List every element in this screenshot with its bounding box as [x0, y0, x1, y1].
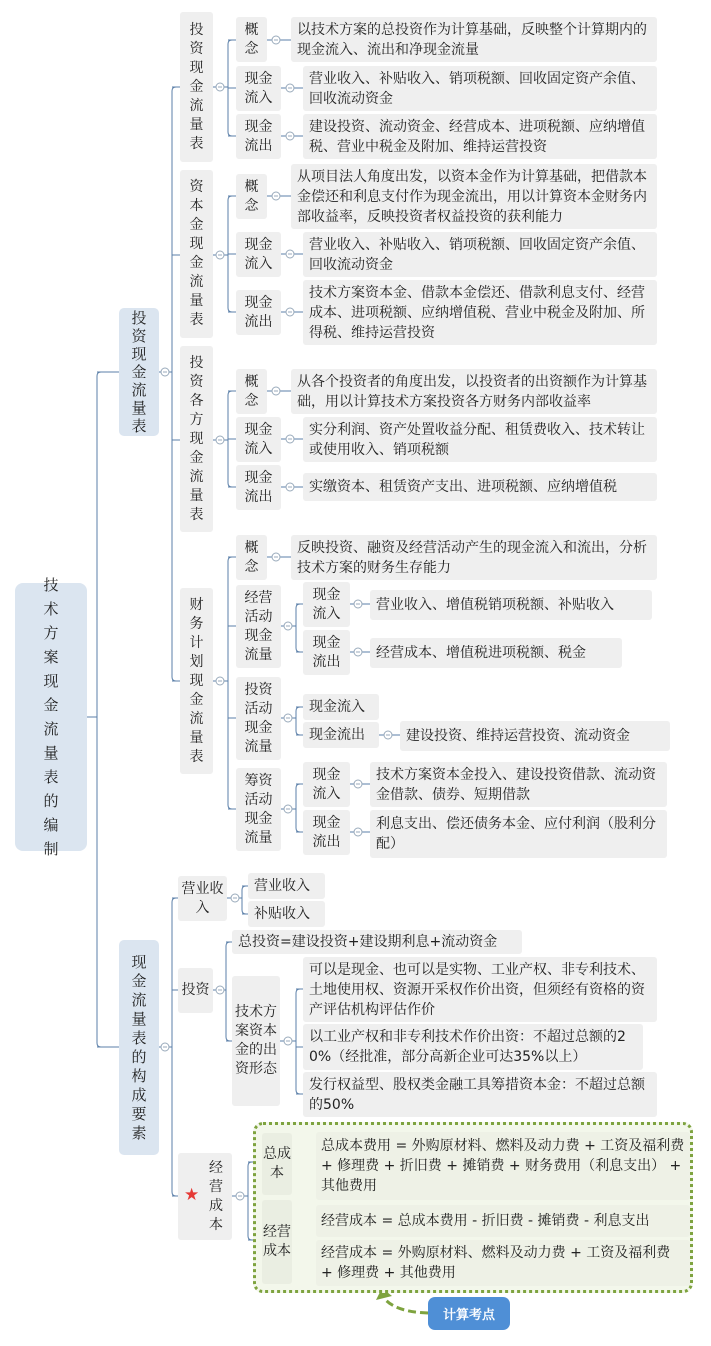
star-icon: ★: [184, 1185, 200, 1205]
collapse-toggle-icon[interactable]: [286, 308, 294, 316]
node-operating-cost[interactable]: 经营成本: [178, 1153, 232, 1240]
collapse-toggle-icon[interactable]: [354, 648, 362, 656]
revenue-item[interactable]: 营业收入: [248, 873, 325, 899]
node-concept[interactable]: 概念: [236, 535, 267, 580]
total-cost-formula[interactable]: 总成本费用 = 外购原材料、燃料及动力费 + 工资及福利费 + 修理费 + 折旧费 + 摊销费 + 财务费用（利息支出） + 其他费用: [316, 1132, 690, 1200]
collapse-toggle-icon[interactable]: [272, 36, 280, 44]
outflow-text[interactable]: 实缴资本、租赁资产支出、进项税额、应纳增值税: [303, 473, 657, 501]
concept-text[interactable]: 反映投资、融资及经营活动产生的现金流入和流出，分析技术方案的财务生存能力: [291, 535, 657, 580]
node-op-cost[interactable]: 经营成本: [262, 1200, 292, 1284]
node-investment-cf[interactable]: 投资现金流量表: [180, 12, 213, 162]
op-cost-formula[interactable]: 经营成本 = 外购原材料、燃料及动力费 + 工资及福利费 + 修理费 + 其他费用: [316, 1240, 690, 1286]
callout-key-calc[interactable]: 计算考点: [428, 1297, 510, 1330]
outflow-text[interactable]: 建设投资、维持运营投资、流动资金: [400, 721, 670, 751]
concept-text[interactable]: 从项目法人角度出发，以资本金作为计算基础，把借款本金偿还和利息支付作为现金流出，用以计算资本金财务内部收益率，反映投资者权益投资的获利能力: [291, 164, 657, 229]
collapse-toggle-icon[interactable]: [236, 1192, 244, 1200]
inflow-text[interactable]: 营业收入、补贴收入、销项税额、回收固定资产余值、回收流动资金: [303, 66, 657, 111]
collapse-toggle-icon[interactable]: [216, 83, 224, 91]
node-total-cost[interactable]: 总成本: [262, 1133, 292, 1195]
concept-text[interactable]: 从各个投资者的角度出发，以投资者的出资额作为计算基础，用以计算技术方案投资各方财务内部收益率: [291, 369, 657, 414]
subsidy-item[interactable]: 补贴收入: [248, 901, 325, 927]
collapse-toggle-icon[interactable]: [216, 436, 224, 444]
collapse-toggle-icon[interactable]: [272, 553, 280, 561]
collapse-toggle-icon[interactable]: [354, 600, 362, 608]
capital-form-item[interactable]: 发行权益型、股权类金融工具筹措资本金：不超过总额的50%: [303, 1072, 657, 1117]
collapse-toggle-icon[interactable]: [231, 894, 239, 902]
collapse-toggle-icon[interactable]: [354, 828, 362, 836]
callout-arrow: [384, 1298, 428, 1313]
collapse-toggle-icon[interactable]: [272, 192, 280, 200]
collapse-toggle-icon[interactable]: [284, 805, 292, 813]
collapse-toggle-icon[interactable]: [286, 250, 294, 258]
node-inflow[interactable]: 现金流入: [303, 582, 350, 627]
node-inflow[interactable]: 现金流入: [236, 232, 281, 277]
node-capital-cf[interactable]: 资本金现金流量表: [180, 170, 213, 338]
inflow-text[interactable]: 实分利润、资产处置收益分配、租赁费收入、技术转让或使用收入、销项税额: [303, 417, 657, 462]
collapse-toggle-icon[interactable]: [284, 622, 292, 630]
collapse-toggle-icon[interactable]: [216, 986, 224, 994]
outflow-text[interactable]: 经营成本、增值税进项税额、税金: [370, 638, 622, 668]
capital-form-item[interactable]: 可以是现金、也可以是实物、工业产权、非专利技术、土地使用权、资源开采权作价出资，但须经有资格的资产评估机构评估作价: [303, 957, 657, 1022]
collapse-toggle-icon[interactable]: [286, 84, 294, 92]
collapse-toggle-icon[interactable]: [161, 1043, 169, 1051]
node-concept[interactable]: 概念: [236, 369, 267, 414]
total-investment-formula[interactable]: 总投资=建设投资+建设期利息+流动资金: [232, 930, 522, 954]
collapse-toggle-icon[interactable]: [161, 368, 169, 376]
inflow-text[interactable]: 营业收入、增值税销项税额、补贴收入: [370, 590, 652, 620]
outflow-text[interactable]: 利息支出、偿还债务本金、应付利润（股利分配）: [370, 810, 667, 858]
collapse-toggle-icon[interactable]: [286, 435, 294, 443]
collapse-toggle-icon[interactable]: [284, 714, 292, 722]
op-cost-formula[interactable]: 经营成本 = 总成本费用 - 折旧费 - 摊销费 - 利息支出: [316, 1205, 690, 1237]
node-finance-plan-cf[interactable]: 财务计划现金流量表: [180, 588, 213, 774]
collapse-toggle-icon[interactable]: [384, 731, 392, 739]
node-inflow[interactable]: 现金流入: [303, 694, 379, 720]
collapse-toggle-icon[interactable]: [286, 483, 294, 491]
node-concept[interactable]: 概念: [236, 174, 267, 219]
node-inflow[interactable]: 现金流入: [236, 417, 281, 462]
collapse-toggle-icon[interactable]: [216, 677, 224, 685]
branch-cash-flow-statements[interactable]: 投资现金流量表: [119, 308, 159, 436]
root-topic[interactable]: 技术方案现金流量表的编制: [15, 583, 87, 851]
outflow-text[interactable]: 建设投资、流动资金、经营成本、进项税额、应纳增值税、营业中税金及附加、维持运营投资: [303, 114, 657, 159]
inflow-text[interactable]: 技术方案资本金投入、建设投资借款、流动资金借款、债券、短期借款: [370, 762, 667, 807]
node-concept[interactable]: 概念: [236, 17, 267, 62]
node-inflow[interactable]: 现金流入: [303, 762, 350, 807]
concept-text[interactable]: 以技术方案的总投资作为计算基础，反映整个计算期内的现金流入、流出和净现金流量: [291, 17, 657, 62]
node-outflow[interactable]: 现金流出: [236, 465, 281, 510]
inflow-text[interactable]: 营业收入、补贴收入、销项税额、回收固定资产余值、回收流动资金: [303, 232, 657, 277]
node-outflow[interactable]: 现金流出: [236, 114, 281, 159]
node-outflow[interactable]: 现金流出: [303, 722, 379, 748]
node-outflow[interactable]: 现金流出: [236, 290, 281, 335]
collapse-toggle-icon[interactable]: [354, 780, 362, 788]
collapse-toggle-icon[interactable]: [286, 132, 294, 140]
node-inflow[interactable]: 现金流入: [236, 66, 281, 111]
node-financing-cf[interactable]: 筹资活动现金流量: [236, 768, 281, 851]
node-revenue[interactable]: 营业收入: [178, 876, 227, 921]
collapse-toggle-icon[interactable]: [216, 251, 224, 259]
collapse-toggle-icon[interactable]: [272, 387, 280, 395]
node-outflow[interactable]: 现金流出: [303, 810, 350, 855]
node-operating-cf[interactable]: 经营活动现金流量: [236, 585, 281, 668]
branch-components[interactable]: 现金流量表的构成要素: [119, 940, 159, 1155]
outflow-text[interactable]: 技术方案资本金、借款本金偿还、借款利息支付、经营成本、进项税额、应纳增值税、营业中税金及附加、所得税、维持运营投资: [303, 280, 657, 345]
node-outflow[interactable]: 现金流出: [303, 630, 350, 675]
collapse-toggle-icon[interactable]: [284, 1037, 292, 1045]
capital-form-item[interactable]: 以工业产权和非专利技术作价出资：不超过总额的20%（经批准，部分高新企业可达35%以上）: [303, 1024, 643, 1070]
node-capital-forms[interactable]: 技术方案资本金的出资形态: [232, 976, 280, 1106]
node-investing-cf[interactable]: 投资活动现金流量: [236, 677, 281, 760]
node-parties-cf[interactable]: 投资各方现金流量表: [180, 346, 213, 532]
node-investment[interactable]: 投资: [178, 968, 213, 1013]
